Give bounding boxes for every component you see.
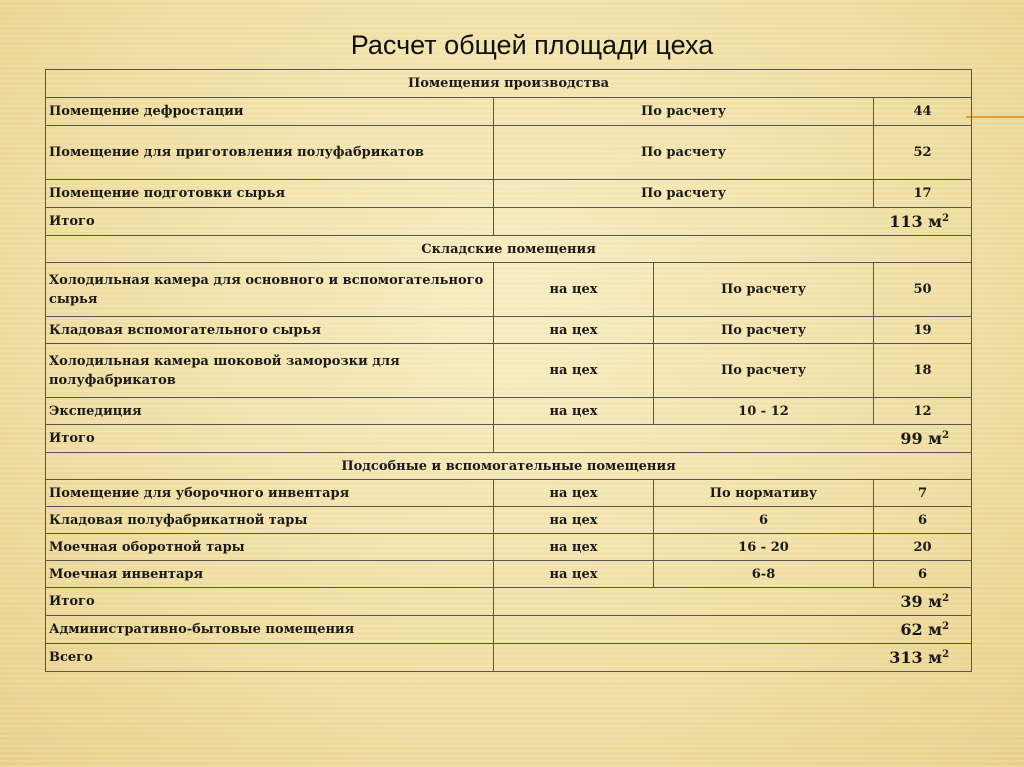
table-row [46,561,972,588]
room-name: Экспедиция [46,398,494,425]
grand-total-row [46,644,972,672]
room-scope: на цех [494,398,654,425]
table-row [46,180,972,208]
room-area: 20 [874,534,972,561]
calc-method: 6-8 [654,561,874,588]
room-area: 44 [874,98,972,126]
room-area: 19 [874,317,972,344]
grand-total-label: Всего [46,644,494,672]
admin-value: 62 $м^2$ [494,616,972,644]
subtotal-row [46,588,972,616]
room-name: Холодильная камера для основного и вспомогательного сырья [46,263,494,317]
room-scope: на цех [494,263,654,317]
table-row [46,480,972,507]
calc-method: По расчету [494,180,874,208]
calc-method: 6 [654,507,874,534]
subtotal-label: Итого [46,588,494,616]
room-area: 6 [874,561,972,588]
section-header-storage [46,236,972,263]
section-header-auxiliary [46,453,972,480]
room-name: Моечная оборотной тары [46,534,494,561]
room-scope: на цех [494,561,654,588]
area-table [45,69,972,672]
calc-method: По расчету [654,344,874,398]
subtotal-value: 99 $м^2$ [494,425,972,453]
calc-method: По расчету [654,317,874,344]
grand-total-value: 313 $м^2$ [494,644,972,672]
subtotal-value: 113 $м^2$ [494,208,972,236]
room-area: 50 [874,263,972,317]
table-row [46,534,972,561]
table-row [46,317,972,344]
table-row [46,98,972,126]
decorative-line [966,116,1024,118]
table-row [46,507,972,534]
subtotal-label: Итого [46,425,494,453]
admin-label: Административно-бытовые помещения [46,616,494,644]
room-scope: на цех [494,344,654,398]
room-area: 12 [874,398,972,425]
calc-method: По нормативу [654,480,874,507]
room-name: Помещение дефростации [46,98,494,126]
section-header-production [46,70,972,98]
calc-method: 16 - 20 [654,534,874,561]
subtotal-value: 39 $м^2$ [494,588,972,616]
room-scope: на цех [494,534,654,561]
room-area: 17 [874,180,972,208]
subtotal-row [46,425,972,453]
room-scope: на цех [494,480,654,507]
room-scope: на цех [494,317,654,344]
table-row [46,398,972,425]
section-header-label: Складские помещения [46,236,972,263]
calc-method: По расчету [654,263,874,317]
calc-method: По расчету [494,126,874,180]
section-header-label: Помещения производства [46,70,972,98]
calc-method: 10 - 12 [654,398,874,425]
room-area: 52 [874,126,972,180]
room-area: 6 [874,507,972,534]
subtotal-row [46,208,972,236]
room-name: Помещение для уборочного инвентаря [46,480,494,507]
table-row [46,263,972,317]
calc-method: По расчету [494,98,874,126]
table-row [46,344,972,398]
subtotal-label: Итого [46,208,494,236]
room-area: 18 [874,344,972,398]
room-scope: на цех [494,507,654,534]
admin-row [46,616,972,644]
room-area: 7 [874,480,972,507]
room-name: Кладовая полуфабрикатной тары [46,507,494,534]
room-name: Моечная инвентаря [46,561,494,588]
table-row [46,126,972,180]
section-header-label: Подсобные и вспомогательные помещения [46,453,972,480]
room-name: Холодильная камера шоковой заморозки для полуфабрикатов [46,344,494,398]
page-title: Расчет общей площади цеха [350,30,714,60]
room-name: Кладовая вспомогательного сырья [46,317,494,344]
room-name: Помещение подготовки сырья [46,180,494,208]
room-name: Помещение для приготовления полуфабрикатов [46,126,494,180]
